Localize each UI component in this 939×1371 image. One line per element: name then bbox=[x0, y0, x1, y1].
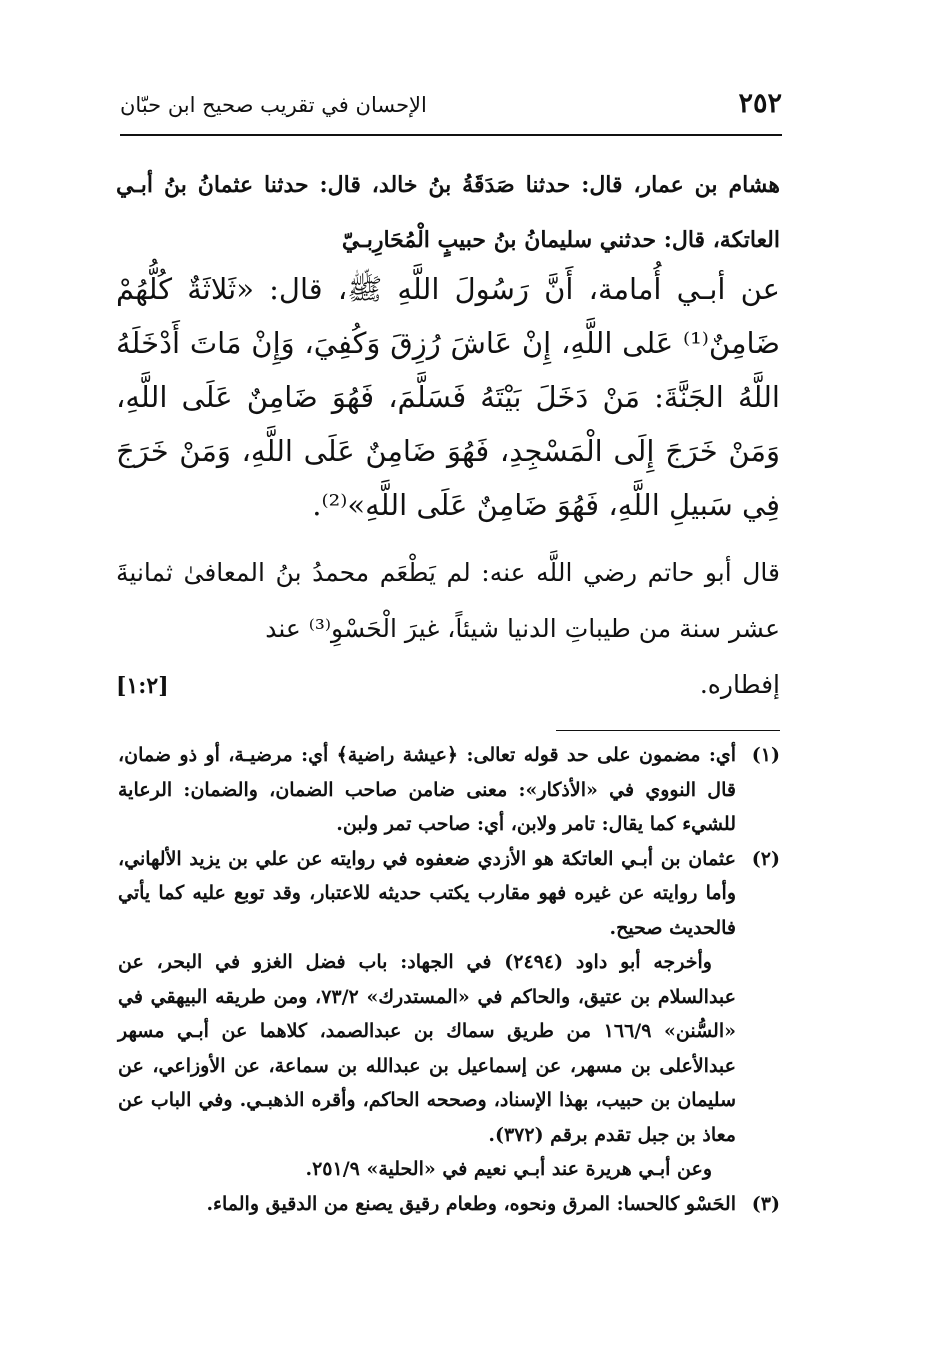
footnote-number: (١) bbox=[751, 744, 780, 766]
commentary-last-line bbox=[116, 657, 780, 714]
footnote-paragraph: وعن أبـي هريرة عند أبـي نعيم في «الحلية» ٢٥١/٩. bbox=[305, 1158, 712, 1180]
isnad-paragraph: هشام بن عمار، قال: حدثنا صَدَقَةُ بنُ خالد، قال: حدثنا عثمانُ بنُ أبـي العاتكة، قال: حدثني سليمانُ بنُ حبيبٍ الْمُحَارِبـيّ bbox=[116, 172, 780, 253]
footnote-paragraph: الحَسْو كالحسا: المرق ونحوه، وطعام رقيق يصنع من الدقيق والماء. bbox=[206, 1192, 736, 1215]
footnote-2 bbox=[118, 842, 780, 1187]
page-number: ٢٥٢ bbox=[738, 88, 782, 119]
page-header bbox=[120, 86, 782, 126]
commentary-paragraph bbox=[116, 545, 780, 714]
commentary-last-word: إفطاره. bbox=[699, 670, 780, 699]
footnote-divider bbox=[556, 730, 780, 731]
footnote-number: (٣) bbox=[751, 1192, 780, 1215]
footnote-1 bbox=[118, 738, 780, 842]
footnote-paragraph: أي: مضمون على حد قوله تعالى: ﴿عيشة راضية﴾ أي: مرضيـة، أو ذو ضمان، قال النووي في «الأذكار»: معنى ضامن صاحب الضمان، والضمان: الرعاية للشيء كما يقال: تامر ولابن، أي: صاحب تمر ولبن. bbox=[118, 744, 736, 835]
commentary-text: قال أبو حاتم رضي اللَّه عنه: لم يَطْعَم محمدُ بنُ المعافىٰ ثمانيةَ عشر سنة من طيباتِ الدنيا شيئاً، غيرَ الْحَسْوِ⁽³⁾ عند bbox=[116, 558, 780, 643]
footnote-3 bbox=[118, 1187, 780, 1222]
header-divider bbox=[120, 134, 782, 136]
footnote-paragraph: عثمان بن أبـي العاتكة هو الأزدي ضعفوه في روايته عن علي بن يزيد الألهاني، وأما روايته عن غيره فهو مقارب يكتب حديثه للاعتبار، وقد توبع عليه كما يأتي فالحديث صحيح. bbox=[118, 847, 736, 939]
footnotes-section bbox=[118, 738, 780, 1221]
hadith-reference: [١:٢] bbox=[116, 673, 169, 699]
running-title: الإحسان في تقريب صحيح ابن حبّان bbox=[120, 93, 427, 117]
footnote-number: (٢) bbox=[751, 847, 780, 870]
footnote-paragraph: وأخرجه أبو داود (٢٤٩٤) في الجهاد: باب فضل الغزو في البحر، عن عبدالسلام بن عتيق، والحاكم في «المستدرك» ٧٣/٢، ومن طريقه البيهقي في «السُّنن» ١٦٦/٩ من طريق سماك بن عبدالصمد، كلاهما عن أبـي مسهر عبدالأعلى بن مسهر، عن إسماعيل بن عبدالله بن سماعة، عن الأوزاعي، عن سليمان بن حبيب، بهذا الإسناد، وصححه الحاكم، وأقره الذهبـي. وفي الباب عن معاذ بن جبل تقدم برقم (٣٧٢). bbox=[118, 951, 736, 1146]
hadith-text: عن أبـي أُمامة، أَنَّ رَسُولَ اللَّهِ ﷺ، قال: «ثَلاثَةٌ كُلُّهُمْ ضَامِنٌ⁽¹⁾ عَلى اللَّهِ، إِنْ عَاشَ رُزِقَ وَكُفِيَ، وَإِنْ مَاتَ أَدْخَلَهُ اللَّهُ الجَنَّةَ: مَنْ دَخَلَ بَيْتَهُ فَسَلَّمَ، فَهُوَ ضَامِنٌ عَلَى اللَّهِ، وَمَنْ خَرَجَ إِلَى الْمَسْجِدِ، فَهُوَ ضَامِنٌ عَلَى اللَّهِ، وَمَنْ خَرَجَ فِي سَبيلِ اللَّهِ، فَهُوَ ضَامِنٌ عَلَى اللَّهِ»⁽²⁾. bbox=[116, 272, 781, 522]
